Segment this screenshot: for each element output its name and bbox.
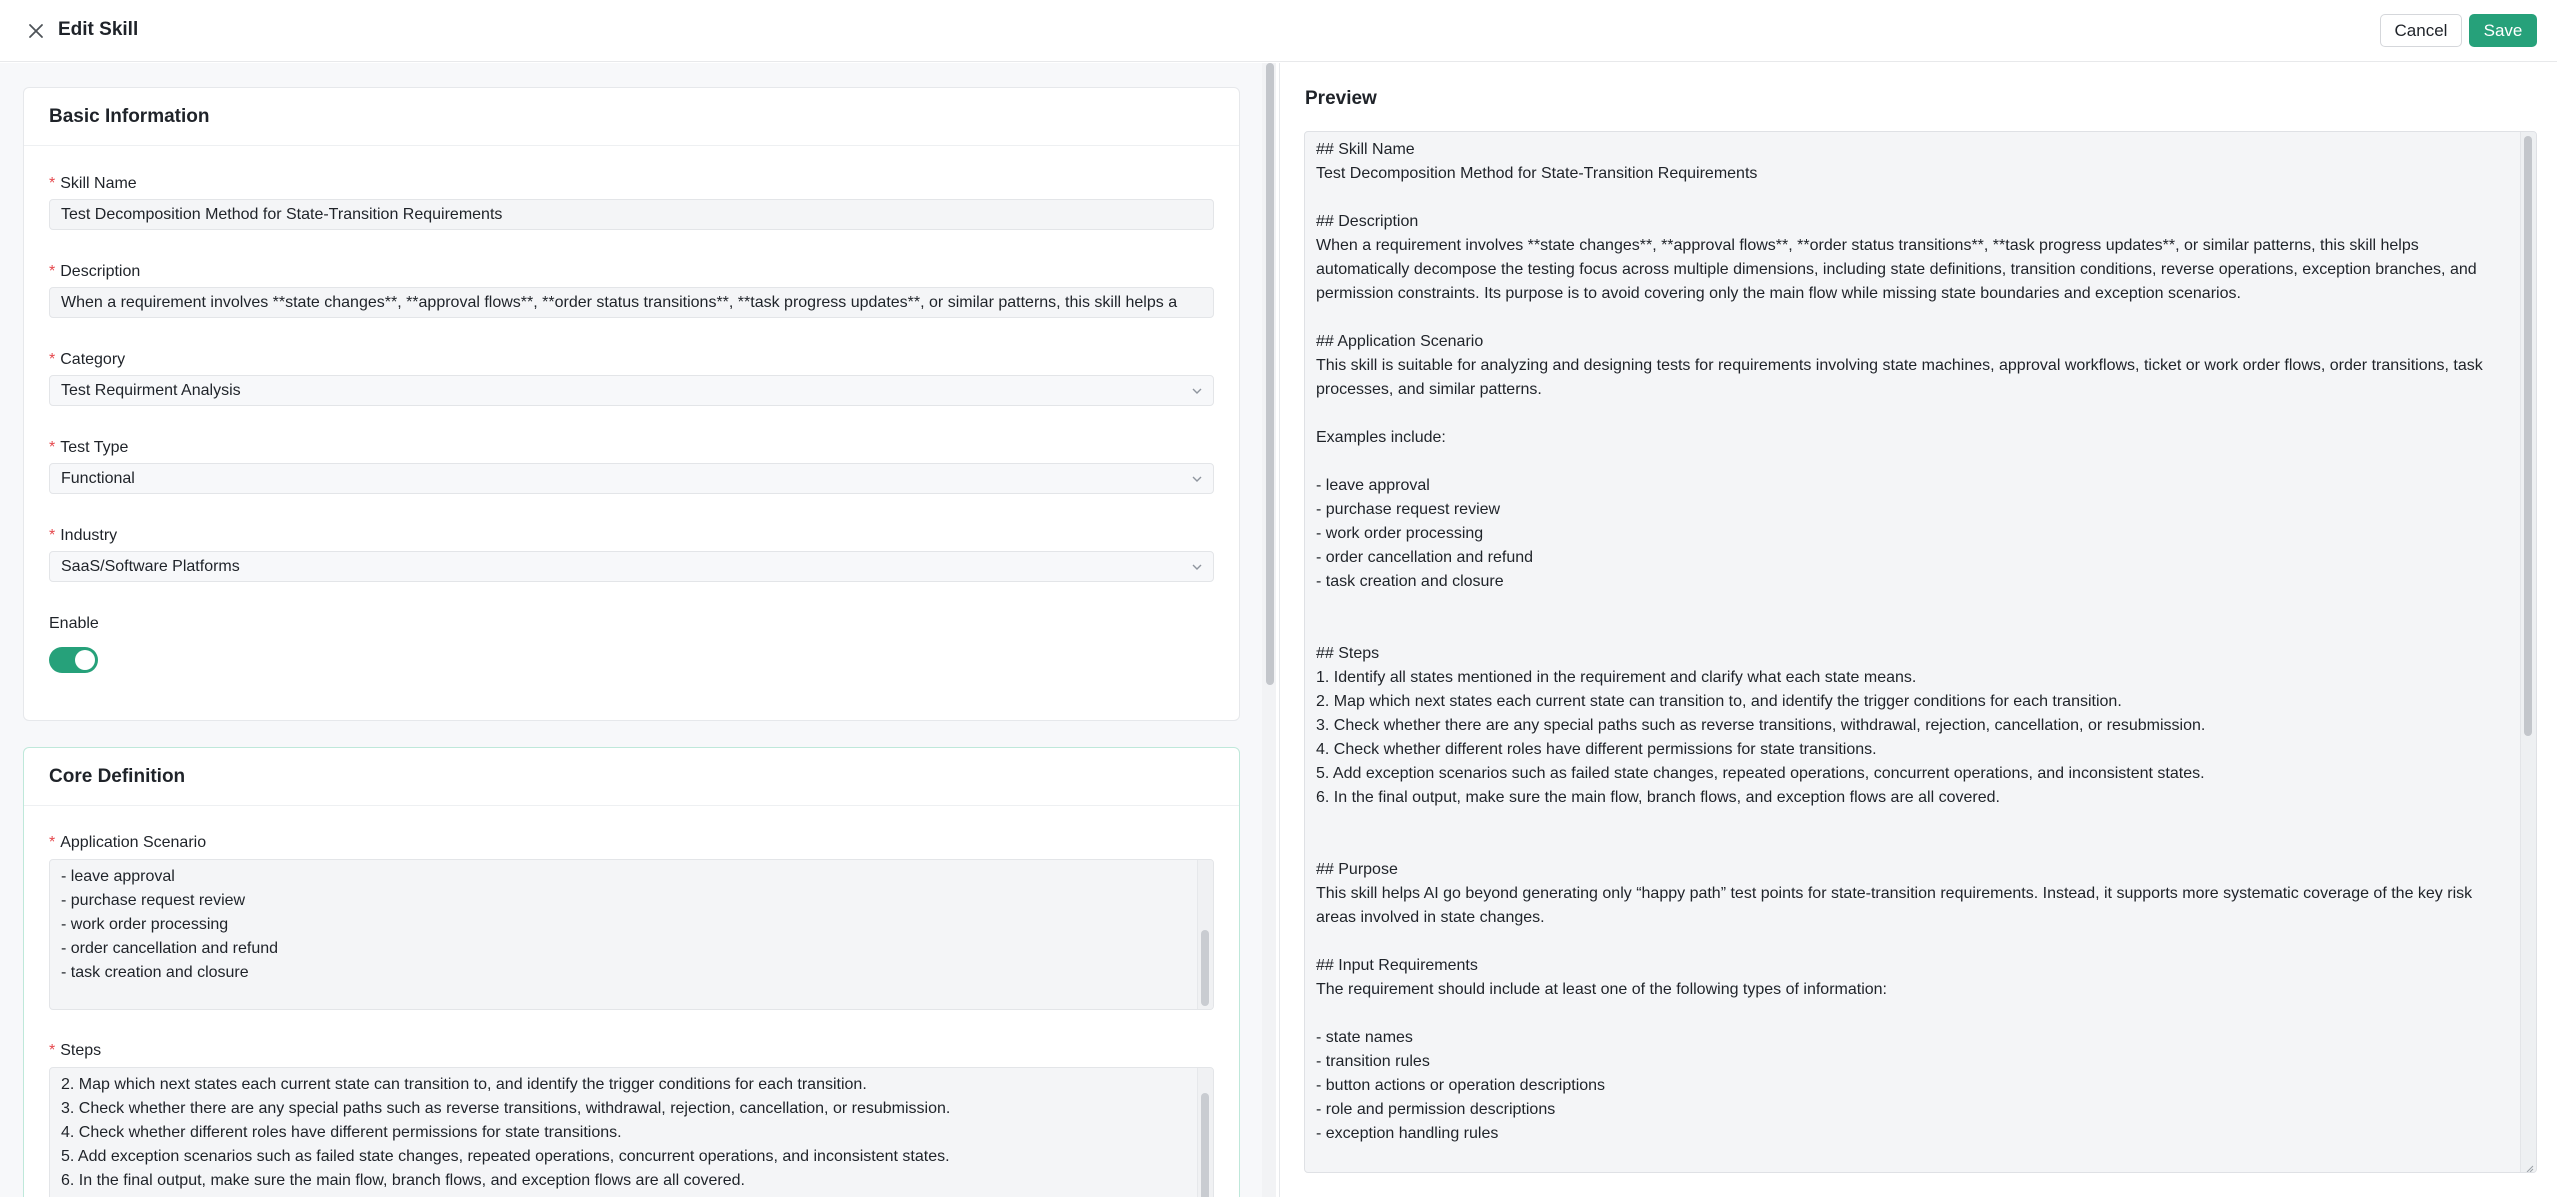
preview-line: - leave approval [1316,477,1430,494]
textarea-line: 2. Map which next states each current state can transition to, and identify the trigger conditions for each transition. [61,1076,867,1093]
textarea-line: - leave approval [61,868,175,885]
core-definition-card [23,747,1240,1197]
industry-label: * Industry [49,527,118,544]
resize-handle-icon[interactable] [2524,1160,2534,1170]
preview-line [1316,834,2516,858]
textarea-line: 5. Add exception scenarios such as failed state changes, repeated operations, concurrent operations, and inconsistent states. [61,1148,950,1165]
steps-textarea[interactable] [49,1067,1214,1197]
core-definition-header [24,748,1239,806]
test-type-value: Functional [61,470,135,487]
preview-line: 6. In the final output, make sure the main flow, branch flows, and exception flows are all covered. [1316,789,2000,806]
preview-line: This skill is suitable for analyzing and designing tests for requirements involving state machines, approval workflows, ticket or work order flows, order transitions, task processes, and similar patterns. [1316,357,2483,398]
preview-line [1316,618,2516,642]
chevron-down-icon [1191,473,1203,485]
textarea-line: - order cancellation and refund [61,940,279,957]
preview-line: This skill helps AI go beyond generating only “happy path” test points for state-transition requirements. Instead, it supports more systematic coverage of the key risk areas involved in state changes. [1316,885,2473,926]
textarea-line: - work order processing [61,916,229,933]
chevron-down-icon [1191,385,1203,397]
basic-information-card [23,87,1240,721]
textarea-line: 4. Check whether different roles have different permissions for state transitions. [61,1124,622,1141]
preview-line: 1. Identify all states mentioned in the requirement and clarify what each state means. [1316,669,1917,686]
preview-title: Preview [1305,88,1377,109]
core-definition-title: Core Definition [49,765,186,787]
preview-line: The requirement should include at least one of the following types of information: [1316,981,1887,998]
preview-line [1316,1002,2516,1026]
preview-line: 4. Check whether different roles have different permissions for state transitions. [1316,741,1877,758]
basic-information-title: Basic Information [49,105,210,127]
toggle-knob [75,650,95,670]
chevron-down-icon [1191,561,1203,573]
preview-line: - purchase request review [1316,501,1501,518]
preview-line [1316,594,2516,618]
required-marker: * [49,175,56,192]
preview-line: ## Skill Name [1316,141,1415,158]
form-scroll-thumb[interactable] [1266,63,1274,685]
required-marker: * [49,351,56,368]
required-marker: * [49,263,56,280]
preview-line: Test Decomposition Method for State-Transition Requirements [1316,165,1758,182]
preview-line: 3. Check whether there are any special paths such as reverse transitions, withdrawal, rejection, cancellation, or resubmission. [1316,717,2206,734]
preview-panel[interactable] [1304,131,2537,1173]
edit-form-pane [0,63,1268,1197]
test-type-select[interactable] [49,463,1214,494]
category-select[interactable] [49,375,1214,406]
required-marker: * [49,1042,56,1059]
preview-scrollbar[interactable] [2520,132,2536,1172]
save-button[interactable]: Save [2469,14,2537,47]
preview-line: ## Purpose [1316,861,1398,878]
textarea-line: 6. In the final output, make sure the main flow, branch flows, and exception flows are all covered. [61,1172,745,1189]
preview-line: ## Steps [1316,645,1380,662]
steps-label: * Steps [49,1042,102,1059]
textarea-scrollbar[interactable] [1197,860,1213,1009]
preview-line [1316,186,2516,210]
application-scenario-textarea[interactable] [49,859,1214,1010]
preview-line: - order cancellation and refund [1316,549,1534,566]
textarea-scroll-thumb[interactable] [1201,930,1209,1006]
preview-scroll-thumb[interactable] [2524,136,2532,736]
preview-line: - transition rules [1316,1053,1430,1070]
test-type-label: * Test Type [49,439,129,456]
required-marker: * [49,527,56,544]
preview-line: - exception handling rules [1316,1125,1499,1142]
preview-line: - work order processing [1316,525,1484,542]
industry-select[interactable] [49,551,1214,582]
basic-information-header [24,88,1239,146]
pane-divider [1279,63,1280,1197]
preview-line [1316,402,2516,426]
preview-line: ## Input Requirements [1316,957,1478,974]
category-value: Test Requirment Analysis [61,382,241,399]
preview-line [1316,450,2516,474]
preview-line: ## Description [1316,213,1419,230]
preview-line: - task creation and closure [1316,573,1504,590]
required-marker: * [49,439,56,456]
description-label: * Description [49,263,141,280]
textarea-scroll-thumb[interactable] [1201,1093,1209,1197]
application-scenario-label: * Application Scenario [49,834,207,851]
close-icon[interactable] [24,19,48,43]
preview-line: ## Application Scenario [1316,333,1484,350]
page-title: Edit Skill [58,19,139,40]
preview-content [1316,138,2516,1146]
skill-name-label: * Skill Name [49,175,137,192]
enable-toggle[interactable] [49,647,98,673]
description-input[interactable]: When a requirement involves **state changes**, **approval flows**, **order status transitions**, **task progress updates**, or similar patterns, this skill helps a [49,287,1214,318]
textarea-line: - purchase request review [61,892,246,909]
preview-line [1316,930,2516,954]
cancel-button[interactable]: Cancel [2380,14,2462,47]
textarea-line: - task creation and closure [61,964,249,981]
preview-line: - role and permission descriptions [1316,1101,1556,1118]
preview-line [1316,810,2516,834]
category-label: * Category [49,351,126,368]
industry-value: SaaS/Software Platforms [61,558,240,575]
preview-line: - state names [1316,1029,1413,1046]
required-marker: * [49,834,56,851]
preview-line: 5. Add exception scenarios such as failed state changes, repeated operations, concurrent operations, and inconsistent states. [1316,765,2205,782]
preview-line: Examples include: [1316,429,1446,446]
enable-label: Enable [49,615,99,632]
textarea-scrollbar[interactable] [1197,1068,1213,1197]
preview-line: - button actions or operation descriptions [1316,1077,1606,1094]
preview-line: 2. Map which next states each current state can transition to, and identify the trigger conditions for each transition. [1316,693,2122,710]
preview-line: When a requirement involves **state changes**, **approval flows**, **order status transitions**, **task progress updates**, or similar patterns, this skill helps automatically decompose the testing focus across multiple dimensions, including state definitions, transition conditions, reverse operations, exception branches, and permission constraints. Its purpose is to avoid covering only the main flow while missing state boundaries and exception scenarios. [1316,237,2477,302]
top-bar [0,0,2557,62]
textarea-line: 3. Check whether there are any special paths such as reverse transitions, withdrawal, rejection, cancellation, or resubmission. [61,1100,951,1117]
skill-name-input[interactable]: Test Decomposition Method for State-Transition Requirements [49,199,1214,230]
preview-line [1316,306,2516,330]
